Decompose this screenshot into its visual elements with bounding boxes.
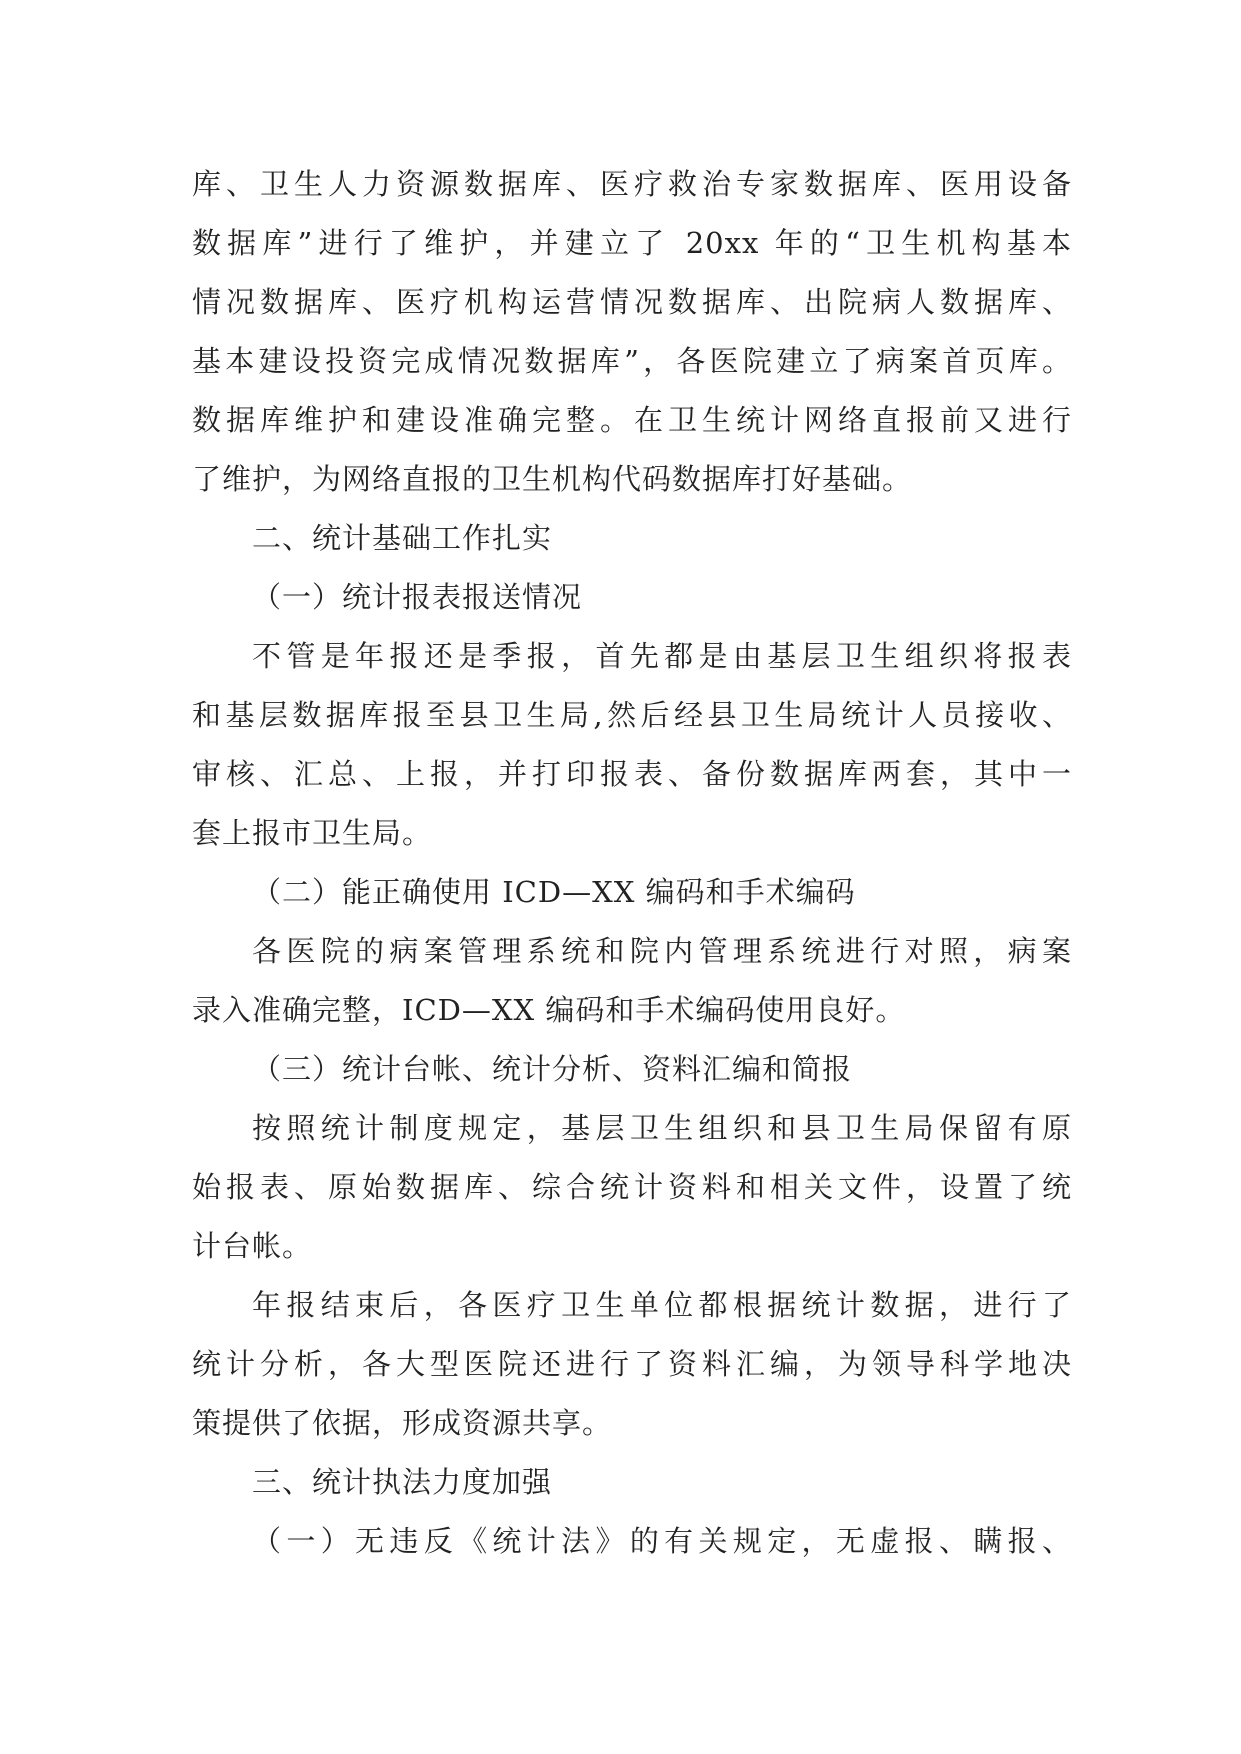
text-line: 按照统计制度规定，基层卫生组织和县卫生局保留有原 xyxy=(252,1111,1072,1145)
section-heading: 二、统计基础工作扎实 xyxy=(252,521,553,555)
section-heading: 三、统计执法力度加强 xyxy=(252,1465,553,1499)
text-line: 各医院的病案管理系统和院内管理系统进行对照，病案 xyxy=(252,934,1072,968)
subsection-heading: （一）无违反《统计法》的有关规定，无虚报、瞒报、 xyxy=(252,1524,1072,1558)
text-line: 数据库”进行了维护，并建立了 20xx 年的“卫生机构基本 xyxy=(192,226,1072,260)
text-line: 计台帐。 xyxy=(192,1229,313,1263)
subsection-heading: （三）统计台帐、统计分析、资料汇编和简报 xyxy=(252,1052,853,1086)
text-line: 库、卫生人力资源数据库、医疗救治专家数据库、医用设备 xyxy=(192,167,1072,201)
document-body xyxy=(192,155,1072,1571)
text-line: 录入准确完整，ICD—XX 编码和手术编码使用良好。 xyxy=(192,993,906,1027)
text-line: 统计分析，各大型医院还进行了资料汇编，为领导科学地决 xyxy=(192,1347,1072,1381)
text-line: 审核、汇总、上报，并打印报表、备份数据库两套，其中一 xyxy=(192,757,1072,791)
text-line: 情况数据库、医疗机构运营情况数据库、出院病人数据库、 xyxy=(192,285,1072,319)
subsection-heading: （一）统计报表报送情况 xyxy=(252,580,583,614)
text-line: 不管是年报还是季报，首先都是由基层卫生组织将报表 xyxy=(252,639,1072,673)
subsection-heading: （二）能正确使用 ICD—XX 编码和手术编码 xyxy=(252,875,856,909)
text-line: 了维护，为网络直报的卫生机构代码数据库打好基础。 xyxy=(192,462,913,496)
text-line: 策提供了依据，形成资源共享。 xyxy=(192,1406,613,1440)
text-line: 和基层数据库报至县卫生局,然后经县卫生局统计人员接收、 xyxy=(192,698,1072,732)
text-line: 套上报市卫生局。 xyxy=(192,816,433,850)
text-line: 数据库维护和建设准确完整。在卫生统计网络直报前又进行 xyxy=(192,403,1072,437)
text-line: 始报表、原始数据库、综合统计资料和相关文件，设置了统 xyxy=(192,1170,1072,1204)
text-line: 年报结束后，各医疗卫生单位都根据统计数据，进行了 xyxy=(252,1288,1072,1322)
text-line: 基本建设投资完成情况数据库”，各医院建立了病案首页库。 xyxy=(192,344,1072,378)
